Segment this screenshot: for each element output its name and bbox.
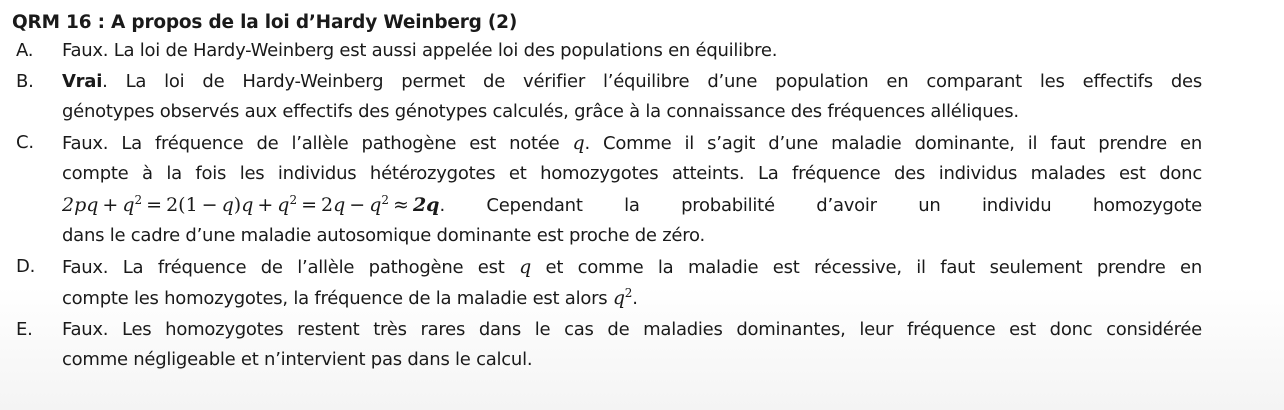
math-formula: $2pq + q^2 = 2(1 - q)q + q^2 = 2q - q^2 \approx 2q$ [62, 192, 440, 216]
text-line: Vrai. La loi de Hardy-Weinberg permet de vérifier l’équilibre d’une population en comparant les effectifs des [62, 70, 1202, 92]
item-letter: B. [16, 70, 34, 92]
verdict: Faux [62, 318, 103, 340]
page-title: QRM 16 : A propos de la loi d’Hardy Weinberg (2) [12, 12, 518, 33]
item-body [62, 36, 1202, 67]
explanation: La fréquence de l’allèle pathogène est notée [121, 132, 560, 154]
explanation: Cependant la probabilité d’avoir un individu homozygote [486, 194, 1202, 216]
answer-item-b [12, 67, 1202, 128]
item-body [62, 128, 1202, 252]
math-q: q [572, 131, 585, 154]
verdict: Faux [62, 132, 103, 154]
item-letter: A. [16, 40, 34, 61]
answer-item-e [12, 315, 1202, 376]
item-letter: E. [16, 318, 33, 340]
explanation: La loi de Hardy-Weinberg est aussi appelée loi des populations en équilibre. [113, 40, 778, 61]
math-q-squared: $q^2$ [612, 286, 633, 309]
text-line: $2pq + q^2 = 2(1 - q)q + q^2 = 2q - q^2 \approx 2q$. Cependant la probabilité d’avoir un individu homozygote [62, 192, 1202, 216]
verdict: Faux [62, 256, 103, 278]
text-line: compte à la fois les individus hétérozygotes et homozygotes atteints. La fréquence des individus malades est donc [62, 163, 1202, 184]
text-line: Faux. La fréquence de l’allèle pathogène est notée q. Comme il s’agit d’une maladie dominante, il faut prendre en [62, 131, 1202, 154]
explanation: compte les homozygotes, la fréquence de la maladie est alors [62, 288, 608, 309]
document-page [12, 10, 1202, 376]
explanation: Comme il s’agit d’une maladie dominante, il faut prendre en [603, 132, 1202, 154]
text-line: compte les homozygotes, la fréquence de la maladie est alors $q^2$. [62, 286, 638, 309]
text-line: Faux. La loi de Hardy-Weinberg est aussi appelée loi des populations en équilibre. [62, 40, 778, 61]
text-line: comme négligeable et n’intervient pas dans le calcul. [62, 349, 533, 370]
text-line: Faux. La fréquence de l’allèle pathogène est q et comme la maladie est récessive, il faut seulement prendre en [62, 255, 1202, 278]
item-letter: D. [16, 255, 36, 277]
explanation: et comme la maladie est récessive, il faut seulement prendre en [545, 256, 1202, 278]
verdict-true: Vrai [62, 70, 103, 92]
answer-item-a [12, 36, 1202, 67]
explanation: La loi de Hardy-Weinberg permet de vérifier l’équilibre d’une population en comparant les effectifs des [125, 70, 1202, 92]
item-letter: C. [16, 131, 34, 153]
math-q: q [519, 255, 531, 278]
answer-item-d [12, 252, 1202, 315]
text-line: Faux. Les homozygotes restent très rares dans le cas de maladies dominantes, leur fréquence est donc considérée [62, 318, 1202, 340]
item-body [62, 67, 1202, 128]
verdict: Faux [62, 40, 103, 61]
item-body [62, 252, 1202, 315]
explanation: La fréquence de l’allèle pathogène est [122, 256, 505, 278]
text-line: dans le cadre d’une maladie autosomique dominante est proche de zéro. [62, 225, 705, 246]
text-line: génotypes observés aux effectifs des génotypes calculés, grâce à la connaissance des fréquences alléliques. [62, 101, 1019, 122]
answer-item-c [12, 128, 1202, 252]
item-body [62, 315, 1202, 376]
explanation: Les homozygotes restent très rares dans le cas de maladies dominantes, leur fréquence est donc considérée [122, 318, 1202, 340]
